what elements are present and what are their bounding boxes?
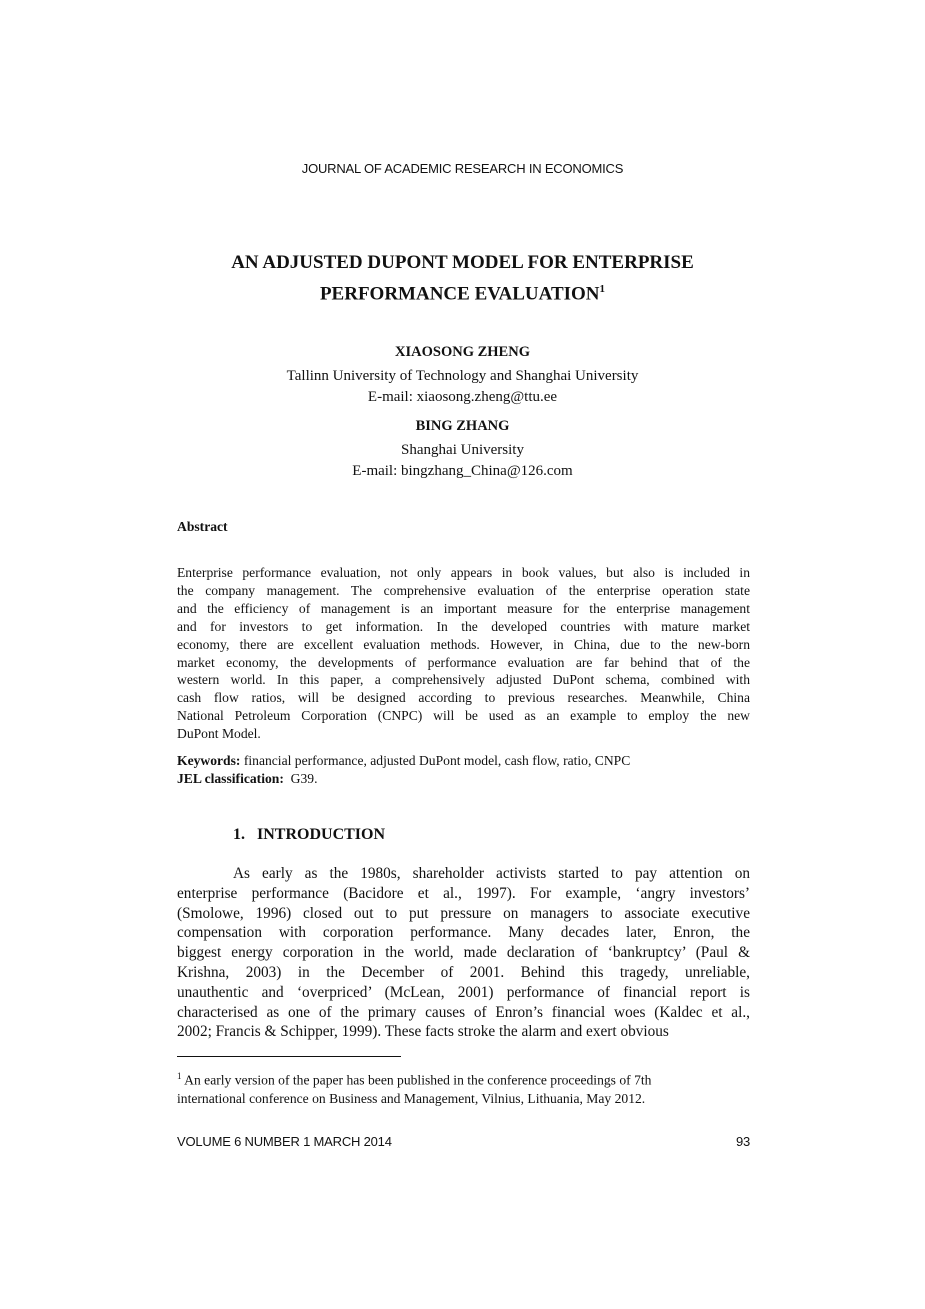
text-line: cash flow ratios, will be designed according to previous researches. Meanwhile, China xyxy=(177,690,750,706)
footnote-mark: 1 xyxy=(177,1071,182,1081)
author-email[interactable]: E-mail: bingzhang_China@126.com xyxy=(352,463,573,479)
abstract-heading: Abstract xyxy=(177,519,228,534)
text-line: compensation with corporation performance. Many decades later, Enron, the xyxy=(177,924,750,942)
text-line: enterprise performance (Bacidore et al., 1997). For example, ‘angry investors’ xyxy=(177,884,750,902)
author-name: BING ZHANG xyxy=(415,418,510,434)
text-line: economy, there are excellent evaluation methods. However, in China, due to the new-born xyxy=(177,636,750,652)
text-line: As early as the 1980s, shareholder activists started to pay attention on xyxy=(233,865,750,882)
keywords xyxy=(177,752,630,788)
text-line: the company management. The comprehensive evaluation of the enterprise operation state xyxy=(177,582,750,598)
introduction-body xyxy=(177,864,750,1042)
author-name: XIAOSONG ZHENG xyxy=(395,344,530,360)
running-header: JOURNAL OF ACADEMIC RESEARCH IN ECONOMICS xyxy=(301,161,624,176)
title-line-1: AN ADJUSTED DUPONT MODEL FOR ENTERPRISE xyxy=(231,252,694,273)
text-line: unauthentic and ‘overpriced’ (McLean, 2001) performance of financial report is xyxy=(177,983,750,1001)
author-affiliation: Tallinn University of Technology and Shanghai University xyxy=(286,368,639,384)
footnote-divider xyxy=(177,1056,401,1057)
author-affiliation: Shanghai University xyxy=(401,442,524,458)
abstract-body xyxy=(177,564,750,743)
text-line: Krishna, 2003) in the December of 2001. Behind this tragedy, unreliable, xyxy=(177,963,750,981)
title-line-2 xyxy=(0,276,925,307)
jel-label: JEL classification: xyxy=(177,771,284,786)
footnote xyxy=(177,1067,651,1108)
footnote-line-2: international conference on Business and Management, Vilnius, Lithuania, May 2012. xyxy=(177,1090,646,1106)
title-line-2-text: PERFORMANCE EVALUATION xyxy=(319,283,600,305)
text-line: Enterprise performance evaluation, not only appears in book values, but also is included in xyxy=(177,565,750,580)
section-heading: 1. INTRODUCTION xyxy=(233,826,386,843)
text-line: characterised as one of the primary causes of Enron’s financial woes (Kaldec et al., xyxy=(177,1003,750,1021)
text-line: DuPont Model. xyxy=(177,726,261,742)
title-footnote-mark[interactable]: 1 xyxy=(599,283,606,295)
footer-issue: VOLUME 6 NUMBER 1 MARCH 2014 xyxy=(177,1134,392,1149)
text-line: biggest energy corporation in the world, made declaration of ‘bankruptcy’ (Paul & xyxy=(177,944,750,962)
page-number: 93 xyxy=(735,1134,750,1149)
keywords-label: Keywords: xyxy=(177,753,241,768)
author-email[interactable]: E-mail: xiaosong.zheng@ttu.ee xyxy=(367,389,558,405)
jel-text: G39. xyxy=(290,771,318,786)
text-line: 2002; Francis & Schipper, 1999). These facts stroke the alarm and exert obvious xyxy=(177,1023,669,1041)
text-line: and the efficiency of management is an important measure for the enterprise management xyxy=(177,600,750,616)
paper-title xyxy=(0,249,925,307)
text-line: National Petroleum Corporation (CNPC) will be used as an example to employ the new xyxy=(177,708,750,724)
text-line: and for investors to get information. In the developed countries with mature market xyxy=(177,618,750,634)
keywords-text: financial performance, adjusted DuPont model, cash flow, ratio, CNPC xyxy=(243,753,631,768)
text-line: market economy, the developments of performance evaluation are far behind that of the xyxy=(177,654,750,670)
footnote-line-1: An early version of the paper has been published in the conference proceedings of 7th xyxy=(184,1072,652,1088)
text-line: (Smolowe, 1996) closed out to put pressure on managers to associate executive xyxy=(177,904,750,922)
text-line: western world. In this paper, a comprehensively adjusted DuPont schema, combined with xyxy=(177,672,750,688)
